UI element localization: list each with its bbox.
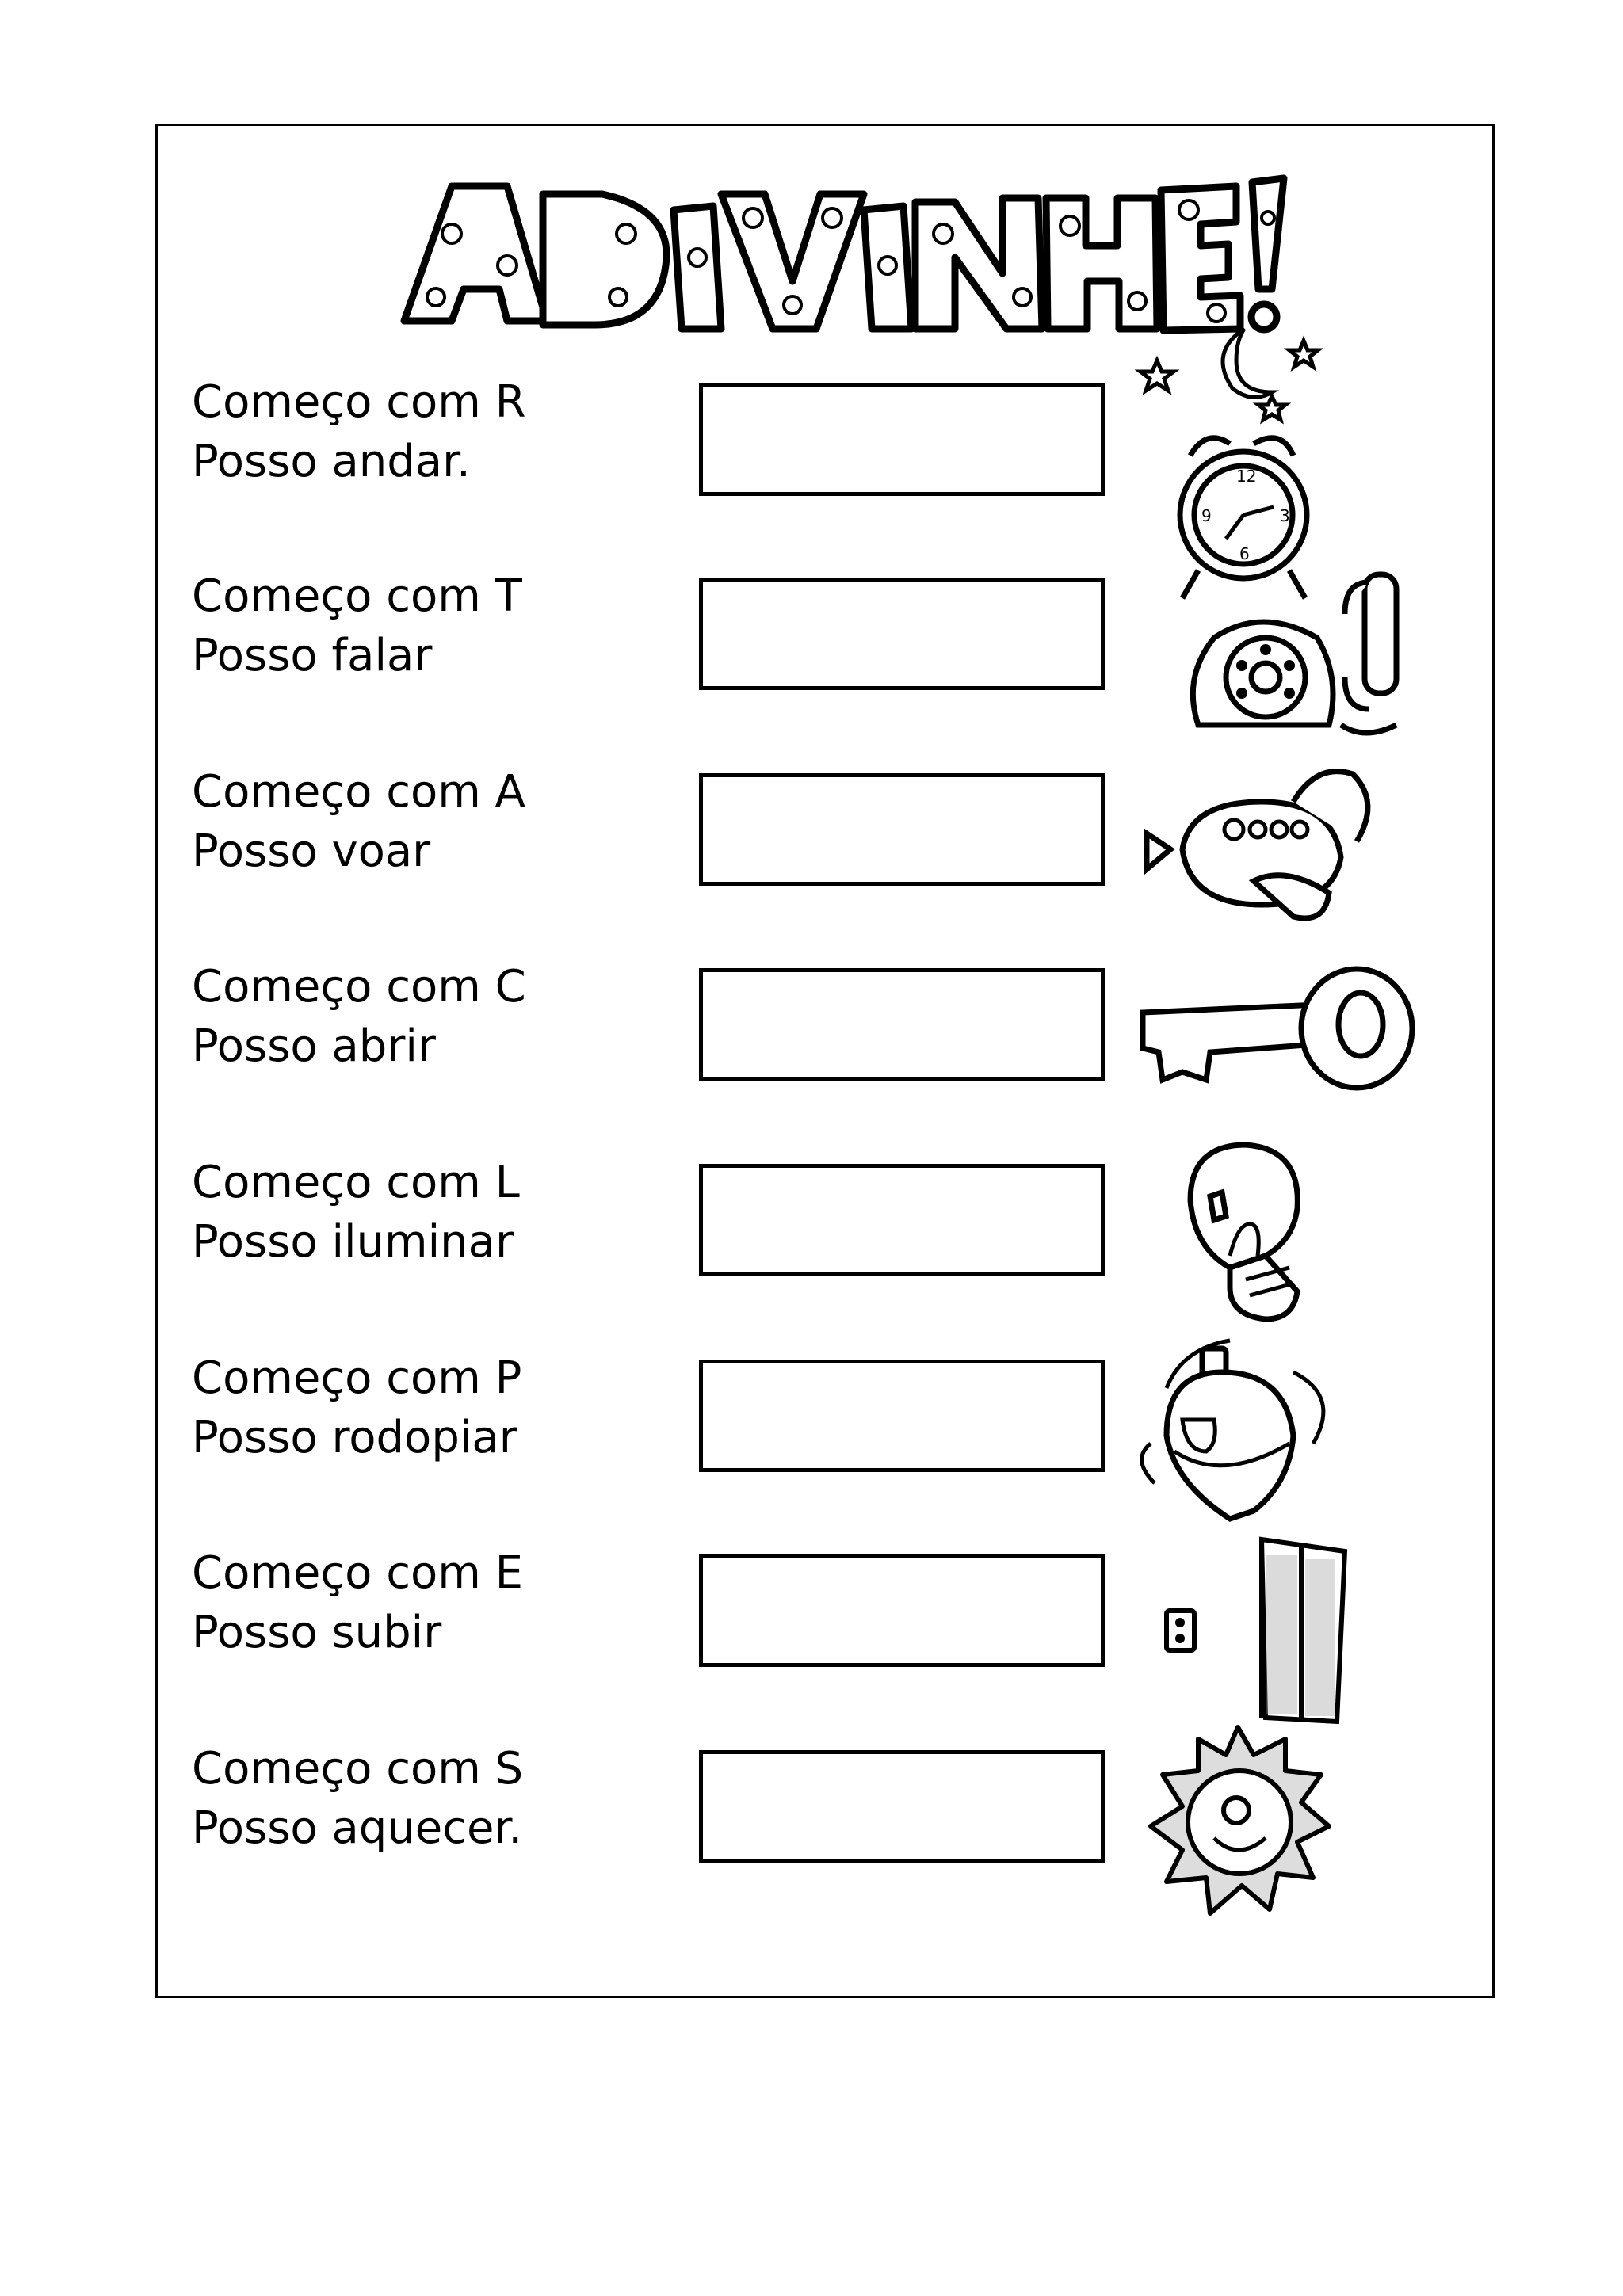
svg-text:9: 9 <box>1201 506 1212 525</box>
telephone-icon <box>1135 566 1476 772</box>
riddle-clue <box>192 1543 523 1662</box>
answer-box[interactable] <box>699 383 1105 496</box>
riddle-letter-line: Começo com T <box>192 570 522 622</box>
riddle-row <box>155 566 1495 725</box>
riddle-row <box>155 1739 1495 1897</box>
riddle-clue <box>192 1348 521 1467</box>
answer-box[interactable] <box>699 1164 1105 1276</box>
spinning-top-icon <box>1135 1325 1476 1531</box>
answer-box[interactable] <box>699 1360 1105 1472</box>
svg-text:12: 12 <box>1236 467 1257 486</box>
svg-text:6: 6 <box>1239 544 1250 563</box>
riddle-row <box>155 1543 1495 1702</box>
riddle-letter-line: Começo com S <box>192 1743 524 1794</box>
riddle-action-line: Posso abrir <box>192 1020 436 1072</box>
riddle-letter-line: Começo com L <box>192 1157 520 1208</box>
answer-box[interactable] <box>699 1554 1105 1667</box>
key-icon <box>1135 933 1476 1139</box>
airplane-icon <box>1135 746 1476 952</box>
riddle-action-line: Posso subir <box>192 1607 442 1658</box>
riddle-action-line: Posso rodopiar <box>192 1412 517 1463</box>
riddle-clue <box>192 1739 523 1858</box>
riddle-action-line: Posso falar <box>192 630 433 681</box>
riddle-action-line: Posso voar <box>192 826 431 877</box>
answer-box[interactable] <box>699 578 1105 690</box>
riddle-letter-line: Começo com P <box>192 1352 522 1404</box>
svg-text:3: 3 <box>1280 506 1290 525</box>
riddle-row <box>155 1153 1495 1311</box>
riddle-clue <box>192 957 526 1076</box>
riddle-letter-line: Começo com C <box>192 961 526 1013</box>
riddle-clue <box>192 566 522 685</box>
riddle-clue <box>192 762 525 881</box>
riddle-row <box>155 762 1495 921</box>
riddle-letter-line: Começo com E <box>192 1547 524 1599</box>
riddle-letter-line: Começo com R <box>192 376 526 428</box>
riddle-action-line: Posso andar. <box>192 436 471 487</box>
elevator-icon <box>1135 1524 1476 1730</box>
answer-box[interactable] <box>699 773 1105 886</box>
riddle-letter-line: Começo com A <box>192 766 525 818</box>
answer-box[interactable] <box>699 1750 1105 1863</box>
riddle-clue <box>192 372 526 491</box>
riddle-row <box>155 1348 1495 1507</box>
riddle-action-line: Posso aquecer. <box>192 1802 523 1854</box>
riddle-row <box>155 957 1495 1116</box>
sun-icon <box>1135 1723 1476 1929</box>
answer-box[interactable] <box>699 968 1105 1081</box>
light-bulb-icon <box>1135 1129 1476 1335</box>
riddle-action-line: Posso iluminar <box>192 1216 514 1268</box>
riddle-clue <box>192 1153 520 1272</box>
riddle-row <box>155 372 1495 563</box>
